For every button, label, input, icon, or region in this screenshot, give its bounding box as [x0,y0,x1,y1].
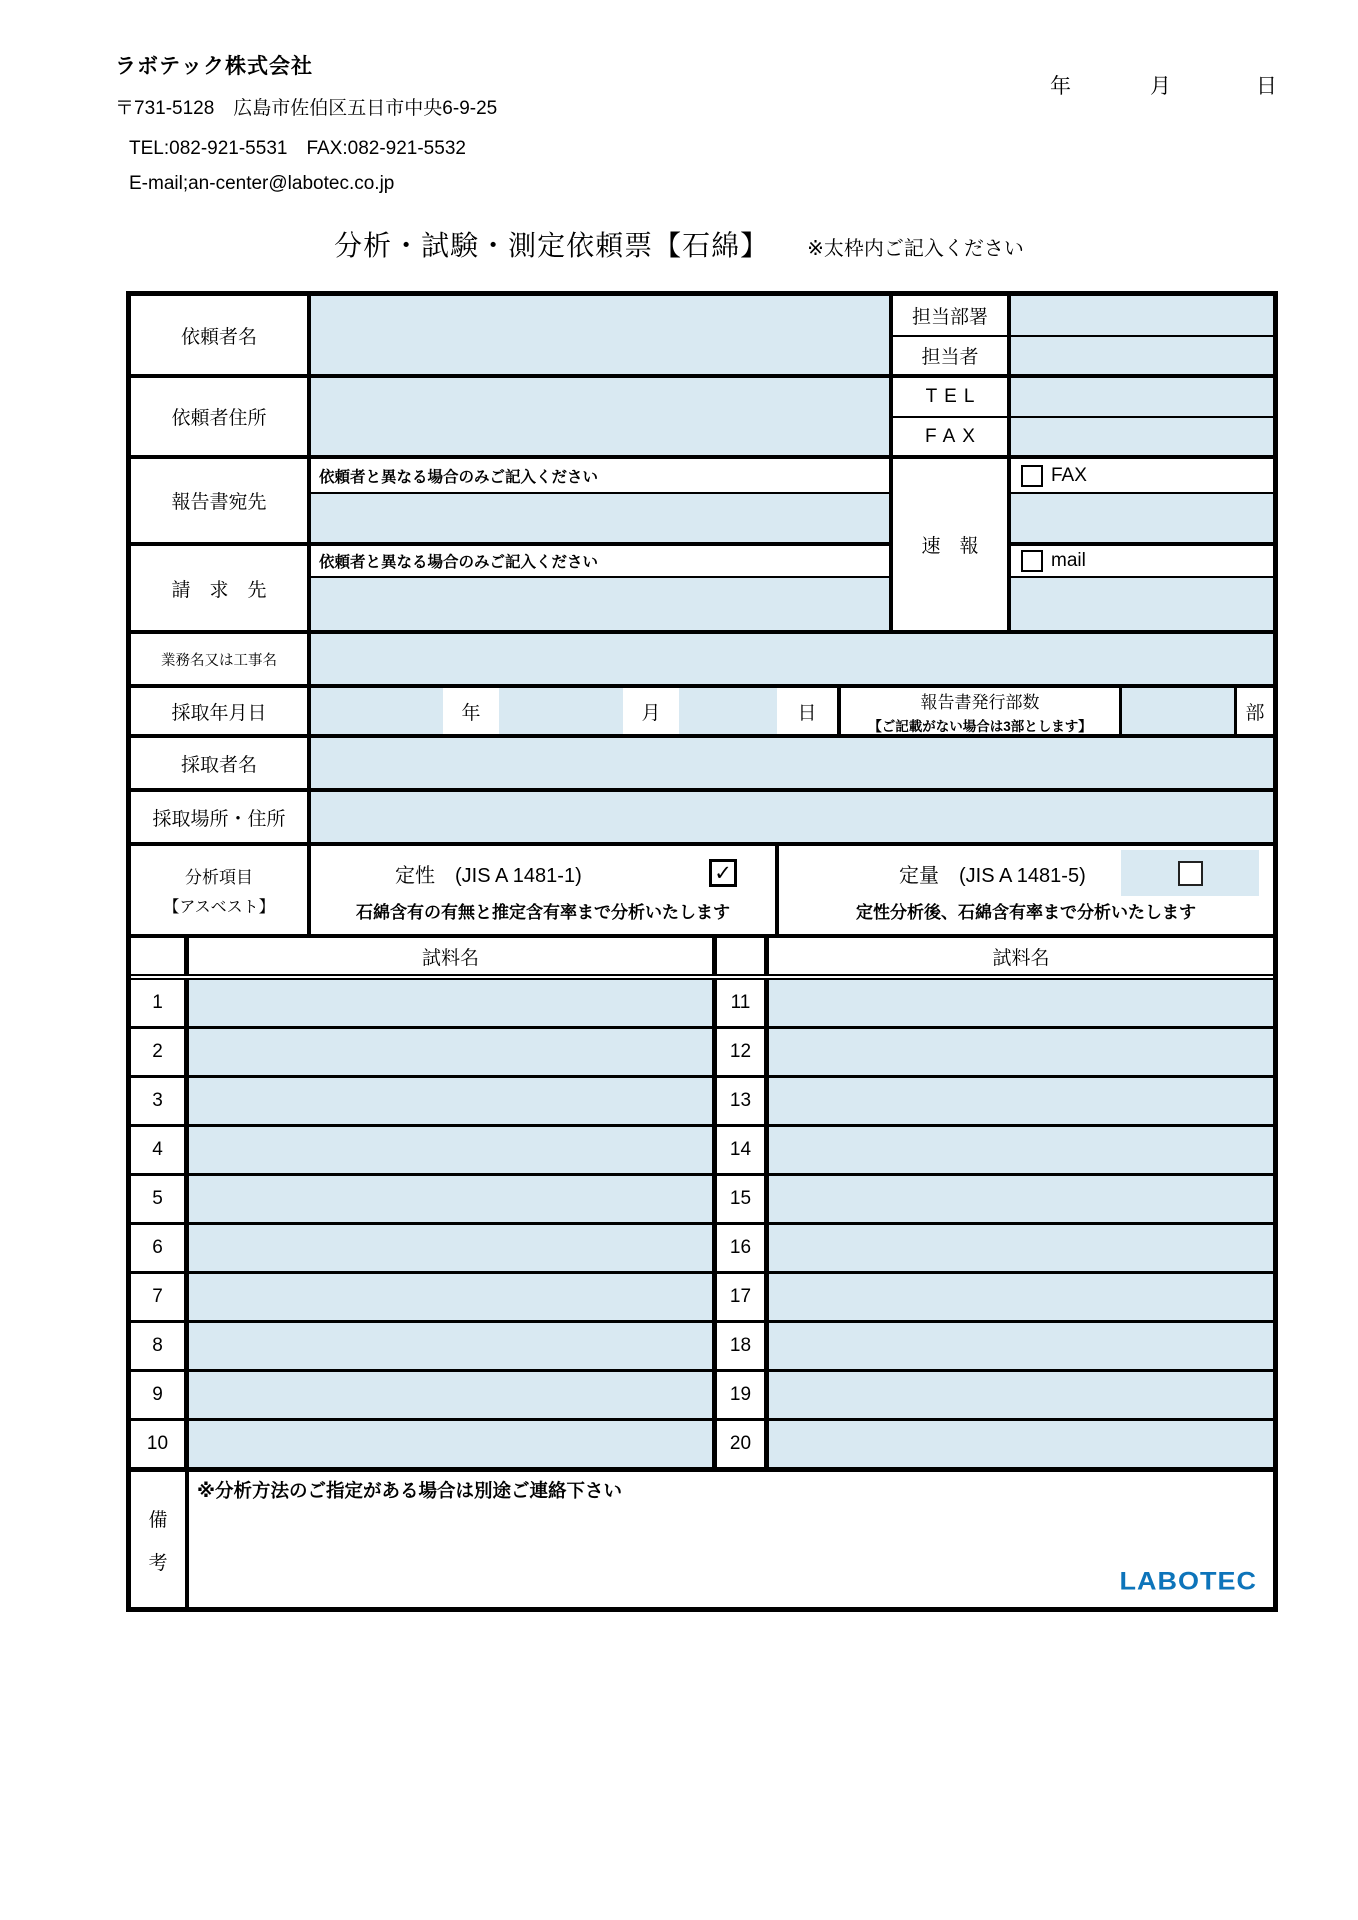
analysis-item-label-line2: 【アスベスト】 [163,899,275,916]
sample-row-number: 18 [717,1323,769,1369]
sample-name-input-17[interactable] [769,1274,1273,1320]
sample-row-number: 14 [717,1127,769,1173]
remarks-note: ※分析方法のご指定がある場合は別途ご連絡下さい [197,1480,622,1501]
requester-name-input[interactable] [311,296,889,378]
remarks-row [131,1467,1273,1607]
sample-name-input-14[interactable] [769,1127,1273,1173]
sample-row-number: 3 [131,1078,189,1124]
tel-input[interactable] [1011,378,1273,418]
sample-row [131,1127,1273,1176]
sample-row-number: 20 [717,1421,769,1467]
sampling-place-row [131,792,1273,846]
sample-number-header-right [717,938,769,974]
flash-mail-checkbox[interactable] [1021,550,1043,572]
sampling-date-row [131,688,1273,738]
date-year-label: 年 [1050,75,1071,98]
sample-row-number: 19 [717,1372,769,1418]
contact-person-input[interactable] [1011,337,1273,378]
quantitative-cell [779,846,1273,934]
qualitative-checkbox[interactable] [709,859,737,887]
sampling-year-input[interactable] [311,688,443,734]
request-form-table [126,291,1278,1612]
sampling-place-input[interactable] [311,792,1273,842]
sample-row-number: 5 [131,1176,189,1222]
sample-row [131,980,1273,1029]
page-title: 分析・試験・測定依頼票【石綿】 [334,230,770,261]
report-to-note: 依頼者と異なる場合のみご記入ください [311,459,889,494]
month-label: 月 [623,688,679,734]
sample-row-number: 7 [131,1274,189,1320]
report-copies-cell [837,688,1122,734]
requester-section [131,296,1273,634]
sample-name-input-13[interactable] [769,1078,1273,1124]
quantitative-desc: 定性分析後、石綿含有率まで分析いたします [856,903,1196,922]
qualitative-checkmark: ✓ [714,861,732,885]
sample-row-number: 1 [131,980,189,1026]
fax-input[interactable] [1011,418,1273,459]
quantitative-checkbox[interactable] [1178,861,1203,886]
sample-name-input-8[interactable] [189,1323,717,1369]
sample-name-input-19[interactable] [769,1372,1273,1418]
sampling-month-input[interactable] [499,688,623,734]
analysis-item-label [131,846,311,934]
sample-row-number: 6 [131,1225,189,1271]
letterhead [115,50,497,195]
sample-row-number: 9 [131,1372,189,1418]
company-name: ラボテック株式会社 [115,55,313,78]
sample-row-number: 15 [717,1176,769,1222]
year-label: 年 [443,688,499,734]
department-label: 担当部署 [893,296,1007,337]
flash-fax-label: FAX [1051,464,1087,486]
requester-name-label: 依頼者名 [131,296,307,378]
company-address: 〒731-5128 広島市佐伯区五日市中央6-9-25 [115,98,498,119]
fax-label: FAX [893,418,1007,459]
copies-unit-label: 部 [1237,688,1273,734]
sampling-day-input[interactable] [679,688,777,734]
tel-label: TEL [893,378,1007,418]
report-copies-input[interactable] [1122,688,1237,734]
billing-input[interactable] [311,578,889,630]
sample-row [131,1225,1273,1274]
company-telfax: TEL:082-921-5531 FAX:082-921-5532 [129,138,466,159]
report-to-label: 報告書宛先 [131,459,307,546]
sample-name-input-18[interactable] [769,1323,1273,1369]
sample-name-input-1[interactable] [189,980,717,1026]
sample-name-input-4[interactable] [189,1127,717,1173]
work-name-row [131,634,1273,688]
report-to-input[interactable] [311,494,889,546]
flash-report-label: 速 報 [921,536,979,557]
sample-row [131,1323,1273,1372]
sample-name-input-7[interactable] [189,1274,717,1320]
sample-row [131,1078,1273,1127]
sample-name-input-11[interactable] [769,980,1273,1026]
requester-address-label: 依頼者住所 [131,378,307,459]
qualitative-label: 定性 (JIS A 1481-1) [395,864,582,887]
sample-number-header-left [131,938,189,974]
flash-fax-checkbox[interactable] [1021,465,1043,487]
sample-name-input-6[interactable] [189,1225,717,1271]
sample-name-input-2[interactable] [189,1029,717,1075]
sample-table-header [131,938,1273,980]
flash-mail-option [1011,546,1273,578]
sample-name-input-12[interactable] [769,1029,1273,1075]
sample-name-input-10[interactable] [189,1421,717,1467]
sample-row [131,1176,1273,1225]
sample-row [131,1421,1273,1467]
remarks-input[interactable] [189,1472,1273,1607]
sample-name-input-9[interactable] [189,1372,717,1418]
sample-name-header-left: 試料名 [189,938,717,974]
sample-name-input-3[interactable] [189,1078,717,1124]
sample-row-number: 17 [717,1274,769,1320]
sample-name-input-20[interactable] [769,1421,1273,1467]
sample-name-input-16[interactable] [769,1225,1273,1271]
flash-fax-input[interactable] [1011,494,1273,546]
sample-row [131,1274,1273,1323]
sample-row-number: 13 [717,1078,769,1124]
sample-name-header-right: 試料名 [769,938,1273,974]
flash-mail-input[interactable] [1011,578,1273,630]
billing-note: 依頼者と異なる場合のみご記入ください [311,546,889,578]
sample-name-input-15[interactable] [769,1176,1273,1222]
contact-person-label: 担当者 [893,337,1007,378]
requester-address-input[interactable] [311,378,889,459]
billing-label: 請 求 先 [171,579,267,601]
sampler-label: 採取者名 [131,738,311,788]
report-copies-note: 【ご記載がない場合は3部とします】 [868,718,1092,734]
sample-row [131,1029,1273,1078]
date-day-label: 日 [1256,75,1277,98]
work-name-input[interactable] [311,634,1273,684]
sampling-date-label: 採取年月日 [131,688,311,734]
analysis-item-label-line1: 分析項目 [185,868,253,887]
sample-row-number: 2 [131,1029,189,1075]
sampling-place-label: 採取場所・住所 [131,792,311,842]
report-copies-label: 報告書発行部数 [920,692,1040,712]
remarks-label-char2: 考 [148,1552,168,1574]
date-month-label: 月 [1150,75,1171,98]
sample-name-input-5[interactable] [189,1176,717,1222]
sample-row-number: 11 [717,980,769,1026]
remarks-label-char1: 備 [148,1509,168,1531]
title-note: ※太枠内ご記入ください [807,238,1024,260]
analysis-item-row [131,846,1273,938]
sampler-row [131,738,1273,792]
department-input[interactable] [1011,296,1273,337]
quantitative-checkbox-patch [1121,850,1259,896]
qualitative-cell [311,846,779,934]
company-email: E-mail;an-center@labotec.co.jp [129,173,395,194]
sample-row-number: 12 [717,1029,769,1075]
sample-row-number: 16 [717,1225,769,1271]
remarks-label [131,1472,189,1607]
flash-mail-label: mail [1051,550,1086,571]
sample-row [131,1372,1273,1421]
sample-row-number: 4 [131,1127,189,1173]
quantitative-label: 定量 (JIS A 1481-5) [899,864,1086,887]
work-name-label: 業務名又は工事名 [131,634,311,684]
day-label: 日 [777,688,837,734]
sampler-input[interactable] [311,738,1273,788]
labotec-logo: LABOTEC [1119,1567,1257,1595]
sample-row-number: 8 [131,1323,189,1369]
sample-row-number: 10 [131,1421,189,1467]
qualitative-desc: 石綿含有の有無と推定含有率まで分析いたします [356,903,730,922]
flash-fax-option [1011,459,1273,494]
